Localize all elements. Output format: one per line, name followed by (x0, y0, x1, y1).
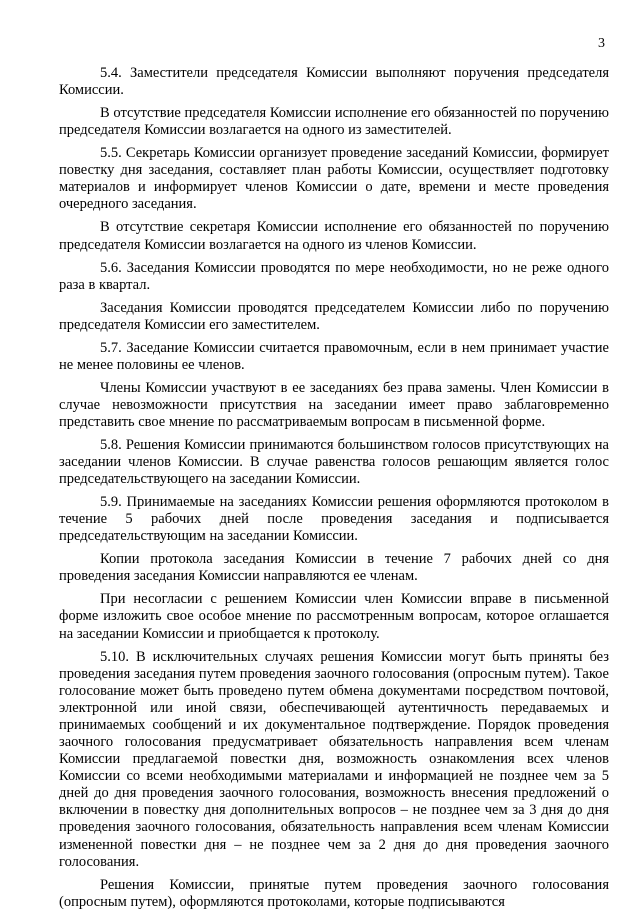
paragraph: 5.4. Заместители председателя Комиссии выполняют поручения председателя Комиссии. (59, 65, 609, 99)
paragraph: 5.8. Решения Комиссии принимаются большинством голосов присутствующих на заседании членов Комиссии. В случае равенства голосов решающим является голос председательствующего на заседании Комиссии. (59, 436, 609, 488)
paragraph: 5.9. Принимаемые на заседаниях Комиссии решения оформляются протоколом в течение 5 рабочих дней после проведения заседания и подписывается председательствующим на заседании Комиссии. (59, 494, 609, 545)
paragraph: Заседания Комиссии проводятся председателем Комиссии либо по поручению председателя Комиссии его заместителем. (59, 299, 609, 333)
paragraph: В отсутствие председателя Комиссии исполнение его обязанностей по поручению председателя Комиссии возлагается на одного из заместителей. (59, 105, 609, 139)
paragraph: 5.10. В исключительных случаях решения Комиссии могут быть приняты без проведения заседания путем проведения заочного голосования (опросным путем). Такое голосование может быть проведено путем обмена документами посредством почтовой, электронной или иной связи, обеспечивающей аутентичность передаваемых и принимаемых сообщений и их документальное подтверждение. Порядок проведения заочного голосования предусматривает обязательность направления всем членам Комиссии предлагаемой повестки дня, возможность ознакомления всех членов Комиссии со всеми необходимыми материалами и информацией не позднее чем за 5 дней до дня проведения заочного голосования, возможность внесения предложений о включении в повестку дня дополнительных вопросов – не позднее чем за 3 дня до дня проведения заочного голосования, обязательность направления всем членам Комиссии измененной повестки дня – не позднее чем за 2 дня до дня проведения заочного голосования. (59, 648, 609, 870)
paragraph: Копии протокола заседания Комиссии в течение 7 рабочих дней со дня проведения заседания Комиссии направляются ее членам. (59, 551, 609, 585)
paragraph: 5.6. Заседания Комиссии проводятся по мере необходимости, но не реже одного раза в квартал. (59, 259, 609, 293)
paragraph: Решения Комиссии, принятые путем проведения заочного голосования (опросным путем), оформляются протоколами, которые подписываются (59, 876, 609, 910)
page-number: 3 (598, 36, 605, 51)
paragraph: 5.7. Заседание Комиссии считается правомочным, если в нем принимает участие не менее половины ее членов. (59, 339, 609, 373)
paragraph: 5.5. Секретарь Комиссии организует проведение заседаний Комиссии, формирует повестку дня заседания, составляет план работы Комиссии, осуществляет подготовку материалов и информирует членов Комиссии о дате, времени и месте проведения очередного заседания. (59, 145, 609, 213)
paragraph: При несогласии с решением Комиссии член Комиссии вправе в письменной форме изложить свое особое мнение по рассмотренным вопросам, которое оглашается на заседании Комиссии и приобщается к протоколу. (59, 591, 609, 642)
paragraph: Члены Комиссии участвуют в ее заседаниях без права замены. Член Комиссии в случае невозможности присутствия на заседании имеет право заблаговременно представить свое мнение по рассматриваемым вопросам в письменной форме. (59, 379, 609, 430)
document-body (59, 65, 609, 917)
paragraph: В отсутствие секретаря Комиссии исполнение его обязанностей по поручению председателя Комиссии возлагается на одного из членов Комиссии. (59, 219, 609, 253)
